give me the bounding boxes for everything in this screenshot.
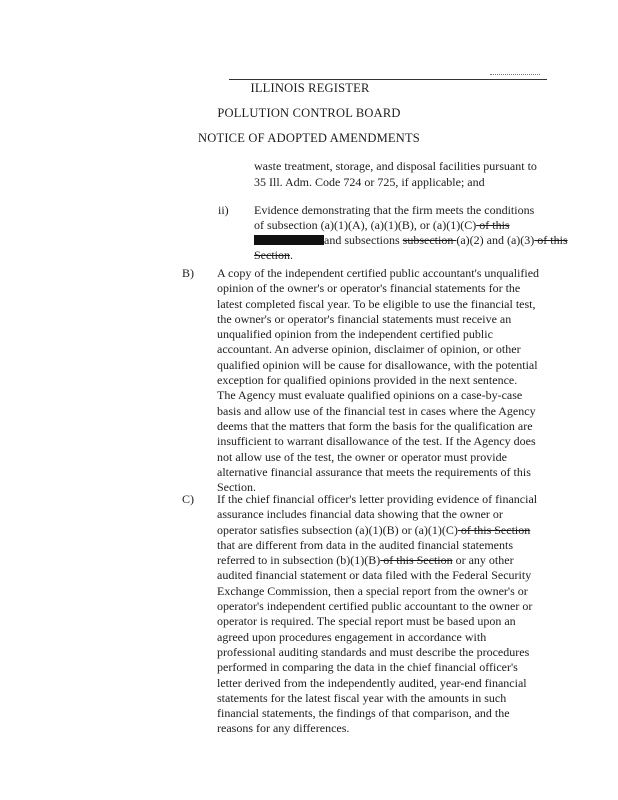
item-b-line: alternative financial assurance that meets the requirements of this xyxy=(217,464,531,479)
item-ii-label: ii) xyxy=(218,203,229,217)
item-c-line: letter derived from the independently audited, year-end financial xyxy=(217,675,527,690)
item-b-line: latest completed fiscal year. To be eligible to use the financial test, xyxy=(217,296,536,311)
item-c-line-5-text-b: or any other xyxy=(452,553,514,568)
item-c-line: statements for the latest fiscal year with the amounts in such xyxy=(217,690,507,705)
item-b-line: accountant. An adverse opinion, disclaimer of opinion, or other xyxy=(217,342,521,357)
item-c-line: professional auditing standards and must describe the procedures xyxy=(217,644,530,659)
item-c-line: that are different from data in the audited financial statements xyxy=(217,537,513,552)
item-c-line-3-struck: of this Section xyxy=(457,522,531,537)
item-ii-line-2 xyxy=(254,218,510,233)
item-ii-line-4 xyxy=(254,248,293,263)
item-ii-line-4-end: . xyxy=(290,248,293,262)
item-ii-line-1: Evidence demonstrating that the firm meets the conditions xyxy=(254,203,535,217)
item-b-line: the owner's or operator's financial statements must receive an xyxy=(217,311,512,326)
item-c-line: Exchange Commission, then a special report from the owner's or xyxy=(217,583,528,598)
item-c-line: performed in comparing the data in the chief financial officer's xyxy=(217,660,518,675)
header-marks xyxy=(490,74,540,76)
item-ii-line-4-struck: Section xyxy=(254,248,290,262)
item-c-line: operator's independent certified public accountant to the owner or xyxy=(217,599,533,614)
item-b-line: not allow use of the test, the owner or operator must provide xyxy=(217,449,507,464)
item-c-line-3-text: operator satisfies subsection (a)(1)(B) or (a)(1)(C) xyxy=(217,522,458,537)
item-b-line: exception for qualified opinions provided in the next sentence. xyxy=(217,373,518,388)
item-c-line: financial statements, the findings of that comparison, and the xyxy=(217,706,510,721)
item-b-line: qualified opinion will be cause for disallowance, with the potential xyxy=(217,357,538,372)
item-b-line: The Agency must evaluate qualified opinions on a case-by-case xyxy=(217,388,523,403)
item-ii-line-3-text-a: and subsections xyxy=(324,233,403,247)
item-c-line: agreed upon procedures engagement in accordance with xyxy=(217,629,487,644)
header-rule xyxy=(229,79,547,80)
item-c-line xyxy=(217,523,547,538)
item-c-line: operator is required. The special report must be based upon an xyxy=(217,614,516,629)
item-b-line: unqualified opinion from the independent certified public xyxy=(217,327,493,342)
item-c-body xyxy=(217,492,547,737)
item-b-body xyxy=(217,266,547,495)
notice-title: NOTICE OF ADOPTED AMENDMENTS xyxy=(198,131,420,145)
item-c-line: reasons for any differences. xyxy=(217,721,350,736)
redaction-bar xyxy=(254,235,324,245)
item-c-line xyxy=(217,553,547,568)
item-c-line: audited financial statement or data filed with the Federal Security xyxy=(217,568,532,583)
item-ii-line-2-struck: of this xyxy=(476,218,510,232)
item-b-line: opinion of the owner's or operator's financial statements for the xyxy=(217,281,521,296)
item-b-line: A copy of the independent certified public accountant's unqualified xyxy=(217,266,540,280)
item-b-line: deems that the matters that form the basis for the qualification are xyxy=(217,418,533,433)
item-ii-line-3-struck-a: subsection xyxy=(402,233,457,247)
item-c-line-5-struck: of this Section xyxy=(380,553,453,568)
item-b-label: B) xyxy=(182,266,194,280)
board-title: POLLUTION CONTROL BOARD xyxy=(217,106,401,120)
continuation-line-1: waste treatment, storage, and disposal facilities pursuant to xyxy=(254,159,537,173)
item-c-label: C) xyxy=(182,492,194,506)
register-title: ILLINOIS REGISTER xyxy=(250,81,370,95)
item-ii-line-2-text: of subsection (a)(1)(A), (a)(1)(B), or (a)(1)(C) xyxy=(254,218,477,232)
item-b-line: basis and allow use of the financial test in cases where the Agency xyxy=(217,403,536,418)
item-b-line: Section. xyxy=(217,480,256,495)
continuation-line-2: 35 Ill. Adm. Code 724 or 725, if applicable; and xyxy=(254,175,485,189)
item-b-line: insufficient to warrant disallowance of the test. If the Agency does xyxy=(217,434,536,449)
item-ii-line-3-text-b: (a)(2) and (a)(3) xyxy=(456,233,535,247)
item-c-line-5-text-a: referred to in subsection (b)(1)(B) xyxy=(217,553,381,568)
item-ii-line-3-struck-b: of this xyxy=(534,233,568,247)
item-ii-line-3 xyxy=(254,233,568,248)
item-c-line: assurance includes financial data showing that the owner or xyxy=(217,507,503,522)
item-c-line: If the chief financial officer's letter providing evidence of financial xyxy=(217,492,538,506)
